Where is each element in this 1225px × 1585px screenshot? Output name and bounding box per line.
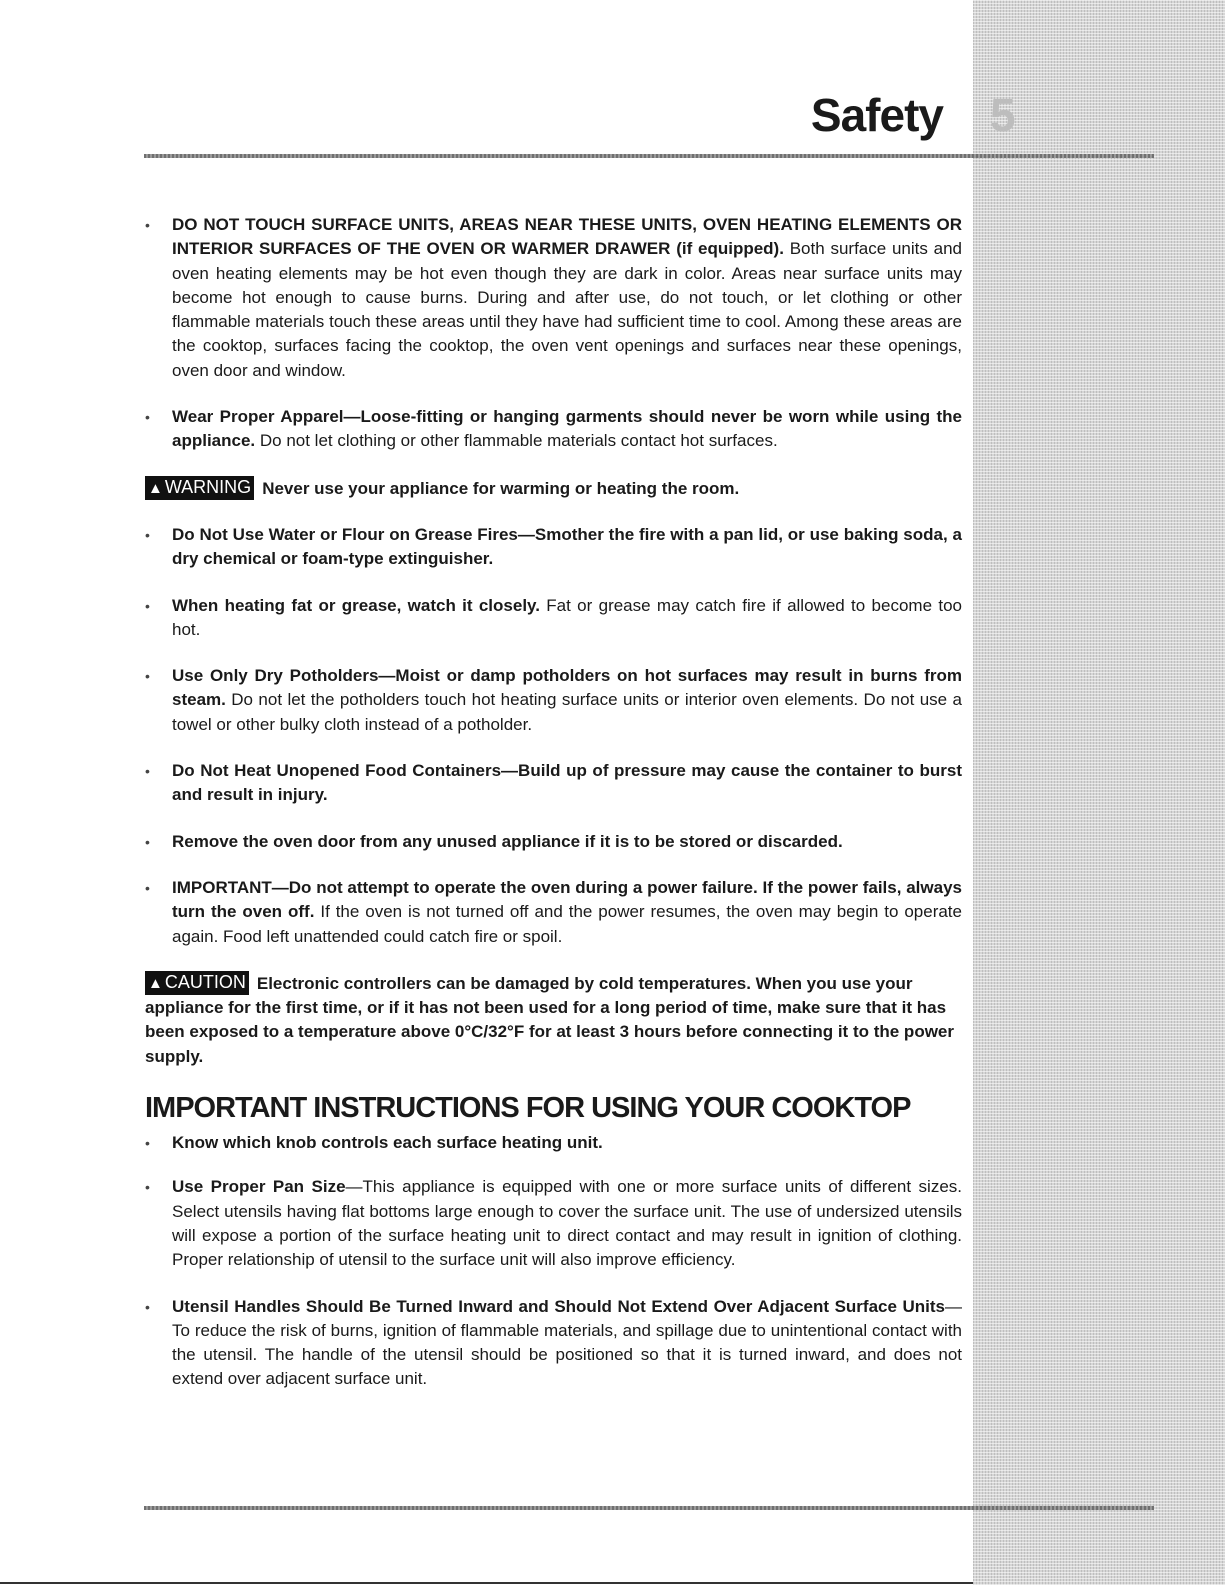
caution-notice: [145, 971, 962, 1069]
item-heading: Use Proper Pan Size: [172, 1177, 346, 1197]
caution-label: CAUTION: [164, 971, 246, 992]
bullet-icon: •: [145, 1298, 150, 1315]
page-number: 5: [990, 89, 1016, 141]
list-item: [145, 876, 962, 949]
bullet-icon: •: [145, 1135, 150, 1152]
list-item: [145, 1295, 962, 1392]
item-heading: Know which knob controls each surface heating unit.: [172, 1133, 603, 1153]
item-heading: IMPORTANT—Do not attempt to operate the oven during a power failure. If the power fails, always turn the oven off.: [172, 877, 962, 922]
list-item: [145, 1175, 962, 1272]
bullet-icon: •: [145, 1179, 150, 1196]
bullet-icon: •: [145, 879, 150, 896]
bullet-icon: •: [145, 597, 150, 614]
page-title: Safety: [810, 89, 943, 141]
item-heading: DO NOT TOUCH SURFACE UNITS, AREAS NEAR THESE UNITS, OVEN HEATING ELEMENTS OR INTERIOR SURFACES OF THE OVEN OR WARMER DRAWER (if equipped).: [172, 215, 962, 259]
item-heading: Do Not Heat Unopened Food Containers—Build up of pressure may cause the container to burst and result in injury.: [172, 761, 962, 805]
item-text: If the oven is not turned off and the power resumes, the oven may begin to operate again. Food left unattended could catch fire or spoil.: [172, 902, 962, 946]
item-text: Fat or grease may catch fire if allowed to become too hot.: [172, 595, 962, 639]
item-text: Both surface units and oven heating elements may be hot even though they are dark in color. Areas near surface units may become hot enough to cause burns. During and after use, do not touch, or let clothing or other flammable materials touch these areas until they have had sufficient time to cool. Among these areas are the cooktop, surfaces facing the cooktop, the oven vent openings and surfaces near these openings, oven door and window.: [172, 239, 963, 380]
warning-triangle-icon: ▲: [148, 974, 163, 992]
item-text: Do not let the potholders touch hot heating surface units or interior oven elements. Do not use a towel or other bulky cloth instead of a potholder.: [172, 690, 962, 734]
bullet-icon: •: [145, 833, 150, 850]
item-heading: When heating fat or grease, watch it closely.: [172, 595, 540, 615]
header-rule: [144, 154, 1154, 158]
item-text: —This appliance is equipped with one or more surface units of different sizes. Select utensils having flat bottoms large enough to cover the surface unit. The use of undersized utensils will expose a portion of the surface heating unit to direct contact and may result in ignition of clothing. Proper relationship of utensil to the surface unit will also improve efficiency.: [172, 1177, 962, 1270]
list-item: [145, 523, 962, 572]
list-item: [145, 213, 962, 383]
bullet-icon: •: [145, 409, 150, 426]
list-item: [145, 594, 962, 643]
section-heading: IMPORTANT INSTRUCTIONS FOR USING YOUR COOKTOP: [145, 1092, 911, 1125]
item-heading: Use Only Dry Potholders—Moist or damp potholders on hot surfaces may result in burns from steam.: [172, 666, 962, 710]
caution-badge: [145, 971, 249, 995]
warning-label: WARNING: [164, 476, 252, 497]
item-text: Do not let clothing or other flammable materials contact hot surfaces.: [255, 431, 778, 451]
footer-rule: [144, 1506, 1154, 1510]
list-item: [145, 405, 962, 454]
bullet-icon: •: [145, 217, 150, 233]
bullet-icon: •: [145, 526, 150, 543]
list-item: [145, 1131, 962, 1155]
warning-text: Never use your appliance for warming or heating the room.: [262, 478, 740, 498]
warning-notice: [145, 476, 962, 501]
page-content: [145, 213, 962, 1414]
page-edge-line: [0, 1582, 973, 1584]
item-heading: Wear Proper Apparel—Loose-fitting or hanging garments should never be worn while using the appliance.: [172, 407, 962, 451]
list-item: [145, 664, 962, 737]
item-text: —To reduce the risk of burns, ignition of flammable materials, and spillage due to unintentional contact with the utensil. The handle of the utensil should be positioned so that it is turned inward, and does not extend over adjacent surface unit.: [172, 1296, 962, 1389]
list-item: [145, 830, 962, 854]
list-item: [145, 759, 962, 808]
caution-text: Electronic controllers can be damaged by cold temperatures. When you use your appliance for the first time, or if it has not been used for a long period of time, make sure that it has been exposed to a temperature above 0°C/32°F for at least 3 hours before connecting it to the power supply.: [145, 973, 954, 1066]
item-heading: Remove the oven door from any unused appliance if it is to be stored or discarded.: [172, 831, 843, 851]
bullet-icon: •: [145, 668, 150, 685]
item-heading: Do Not Use Water or Flour on Grease Fires—Smother the fire with a pan lid, or use baking soda, a dry chemical or foam-type extinguisher.: [172, 524, 962, 569]
warning-badge: [145, 476, 254, 500]
warning-triangle-icon: ▲: [148, 479, 163, 497]
bullet-icon: •: [145, 763, 150, 780]
item-heading: Utensil Handles Should Be Turned Inward and Should Not Extend Over Adjacent Surface Units: [172, 1296, 945, 1316]
side-tab-strip: [973, 0, 1225, 1585]
